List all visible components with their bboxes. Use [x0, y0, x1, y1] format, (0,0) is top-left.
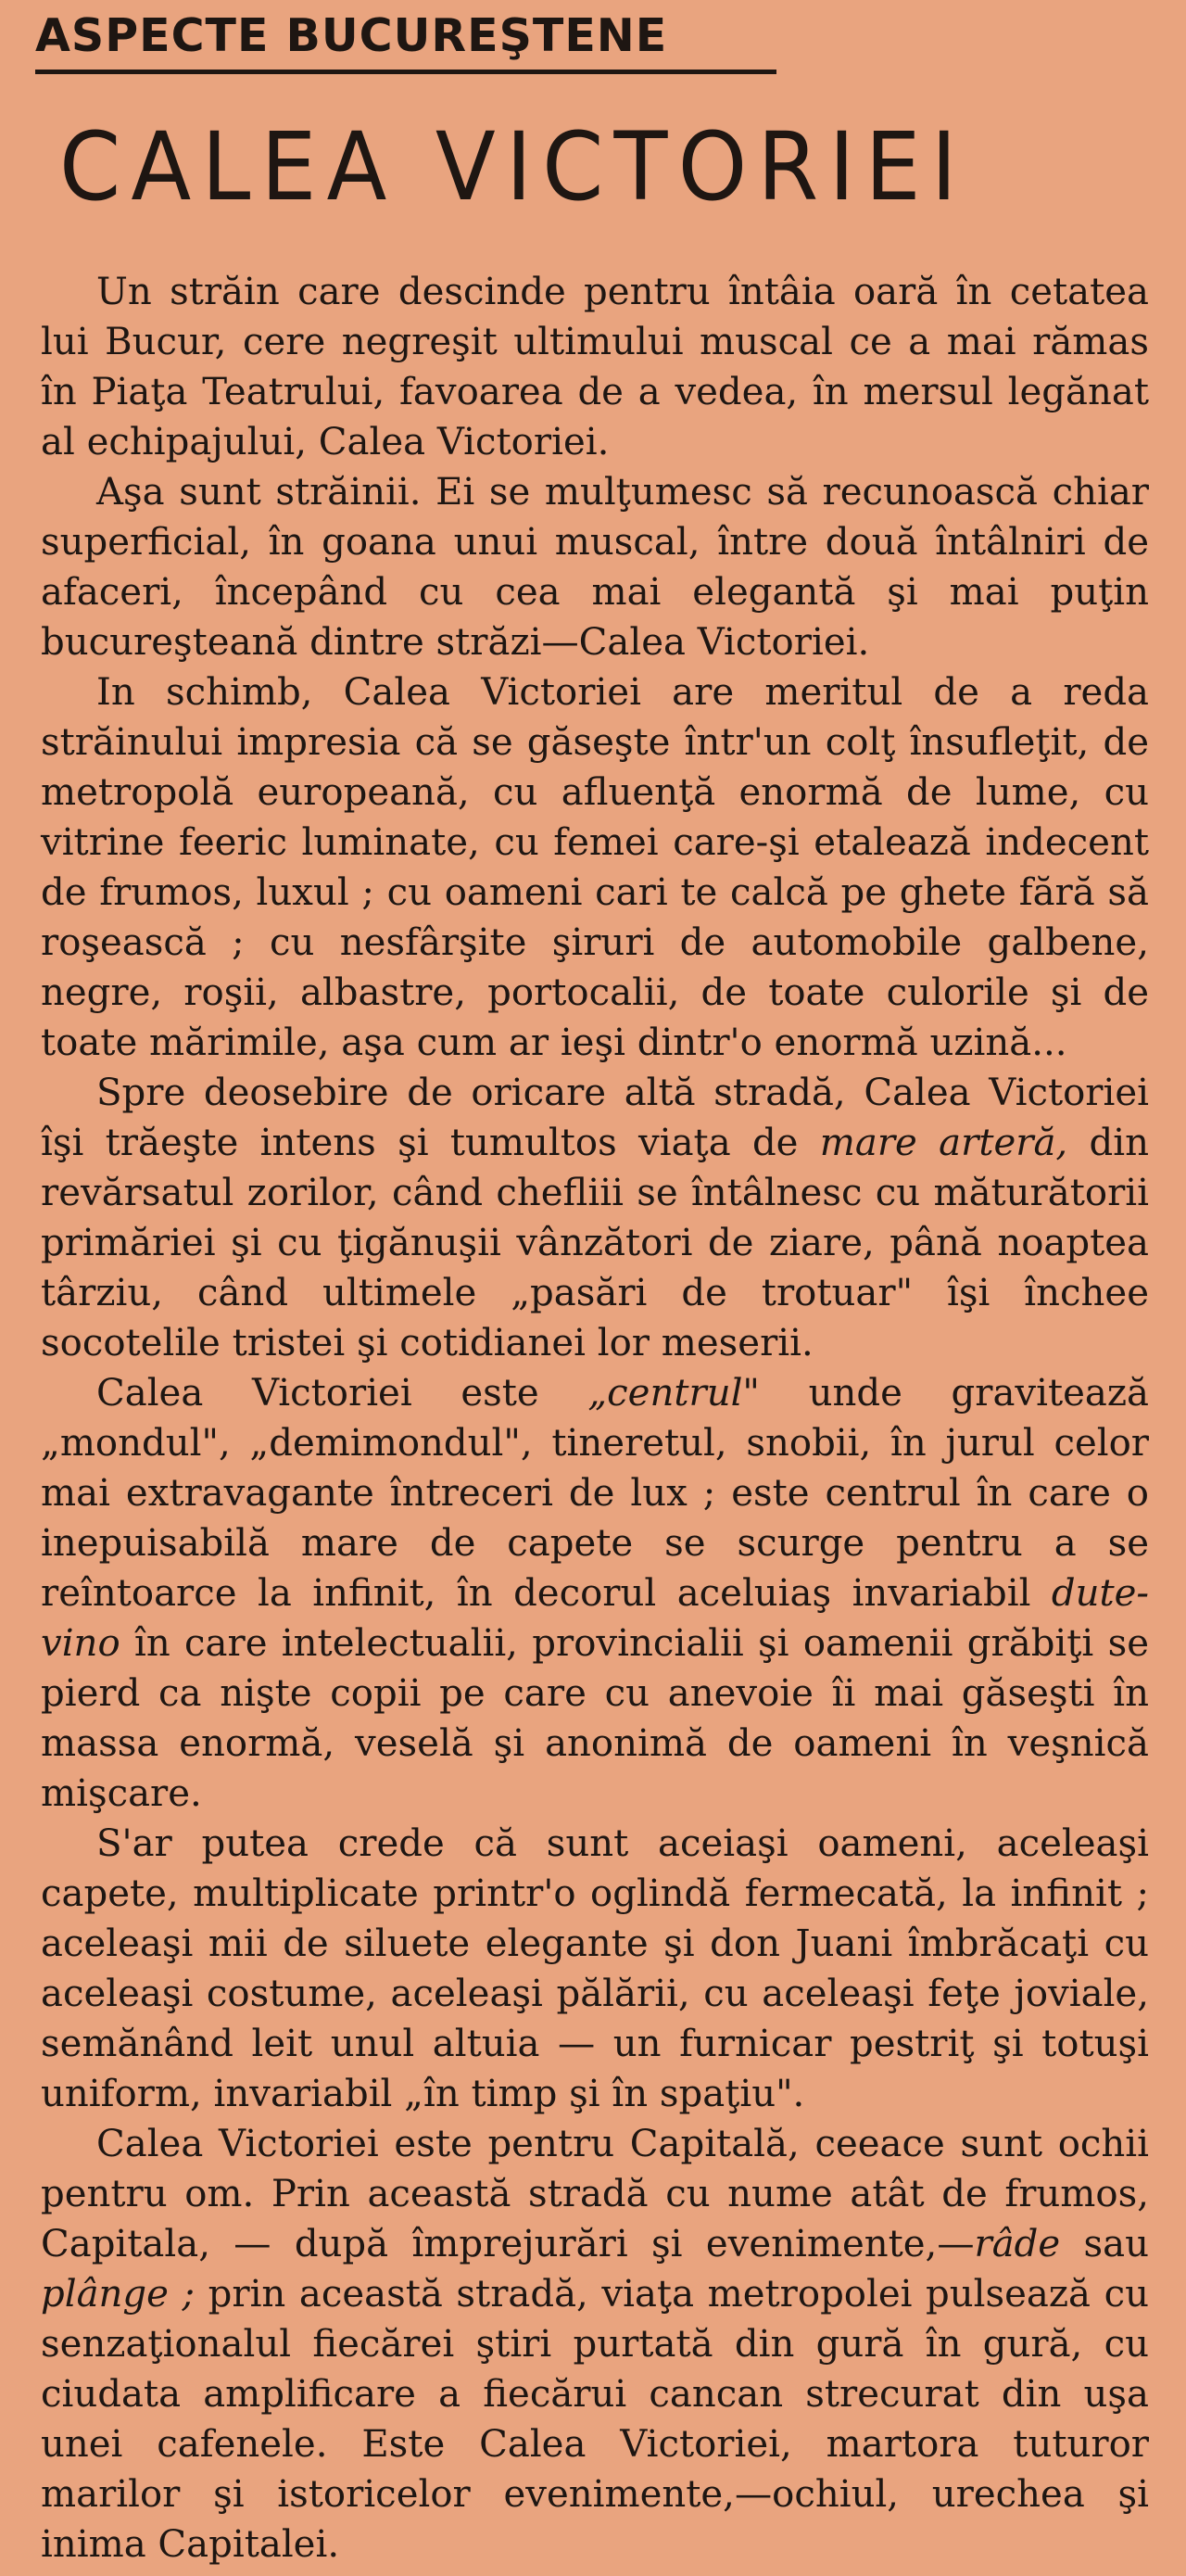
article-paragraph: [41, 467, 1149, 667]
section-header: [35, 4, 776, 74]
italic-text: mare arteră,: [819, 1122, 1068, 1164]
article-paragraph: [41, 267, 1149, 467]
article-paragraph: [41, 1368, 1149, 1819]
paragraph-text: In schimb, Calea Victoriei are meritul de a reda străinului impresia că se găseşte într'un colţ însufleţit, de metropolă europeană, cu afluenţă enormă de lume, cu vitrine feeric luminate, cu femei care-şi etalează indecent de frumos, luxul ; cu oameni cari te calcă pe ghete fără să roşească ; cu nesfârşite şiruri de automobile galbene, negre, roşii, albastre, portocalii, de toate culorile şi de toate mărimile, aşa cum ar ieşi dintr'o enormă uzină...: [41, 671, 1149, 1064]
paragraph-text: Calea Victoriei este pentru Capitală, ceeace sunt ochii pentru om. Prin această stradă cu nume atât de frumos, Capitala, — după împrejurări şi evenimente,—: [41, 2123, 1149, 2265]
paragraph-text: prin această stradă, viaţa metropolei pulsează cu senzaţionalul fiecărei ştiri purtată din gură în gură, cu ciudata amplificare a fiecărui cancan strecurat din uşa unei cafenele. Este Calea Victoriei, martora tuturor marilor şi istoricelor evenimente,—ochiul, urechea şi inima Capitalei.: [41, 2273, 1149, 2566]
paragraph-text: unde gravitează „mondul", „demimondul", tineretul, snobii, în jurul celor mai extravagante întreceri de lux ; este centrul în care o inepuisabilă mare de capete se scurge pentru a se reîntoarce la infinit, în decorul aceluiaş invariabil: [41, 1372, 1149, 1615]
paragraph-text: Calea Victoriei este: [96, 1372, 588, 1415]
article-paragraph: [41, 2119, 1149, 2570]
italic-text: „centrul": [587, 1372, 760, 1415]
article-paragraph: [41, 667, 1149, 1068]
section-label: ASPECTE BUCUREŞTENE: [35, 9, 668, 62]
article-paragraph: [41, 1068, 1149, 1368]
paragraph-text: Aşa sunt străinii. Ei se mulţumesc să recunoască chiar superficial, în goana unui muscal, între două întâlniri de afaceri, începând cu cea mai elegantă şi mai puţin bucureşteană dintre străzi—Calea Victoriei.: [41, 471, 1149, 664]
italic-text: dute-vino: [41, 1572, 1149, 1665]
paragraph-text: Spre deosebire de oricare altă stradă, Calea Victoriei îşi trăeşte intens şi tumultos viaţa de: [41, 1072, 1149, 1164]
paragraph-text: Un străin care descinde pentru întâia oară în cetatea lui Bucur, cere negreşit ultimului muscal ce a mai rămas în Piaţa Teatrului, favoarea de a vedea, în mersul legănat al echipajului, Calea Victoriei.: [41, 271, 1149, 463]
article-paragraph: [41, 1819, 1149, 2119]
paragraph-text: sau: [1060, 2223, 1149, 2265]
article-title: CALEA VICTORIEI: [59, 112, 967, 222]
paragraph-text: în care intelectualii, provincialii şi oamenii grăbiţi se pierd ca nişte copii pe care cu anevoie îi mai găseşti în massa enormă, veselă şi anonimă de oameni în veşnică mişcare.: [41, 1622, 1149, 1815]
italic-text: râde: [974, 2223, 1061, 2265]
paragraph-text: din revărsatul zorilor, când chefliii se întâlnesc cu măturătorii primăriei şi cu ţigănuşii vânzători de ziare, până noaptea târziu, când ultimele „pasări de trotuar" îşi închee socotelile tristei şi cotidianei lor meserii.: [41, 1122, 1149, 1364]
paragraph-text: S'ar putea crede că sunt aceiaşi oameni, aceleaşi capete, multiplicate printr'o oglindă fermecată, la infinit ; aceleaşi mii de siluete elegante şi don Juani îmbrăcaţi cu aceleaşi costume, aceleaşi pălării, cu aceleaşi feţe joviale, semănând leit unul altuia — un furnicar pestriţ şi totuşi uniform, invariabil „în timp şi în spaţiu".: [41, 1822, 1149, 2115]
italic-text: plânge ;: [41, 2273, 196, 2316]
article-body: [41, 267, 1149, 2570]
